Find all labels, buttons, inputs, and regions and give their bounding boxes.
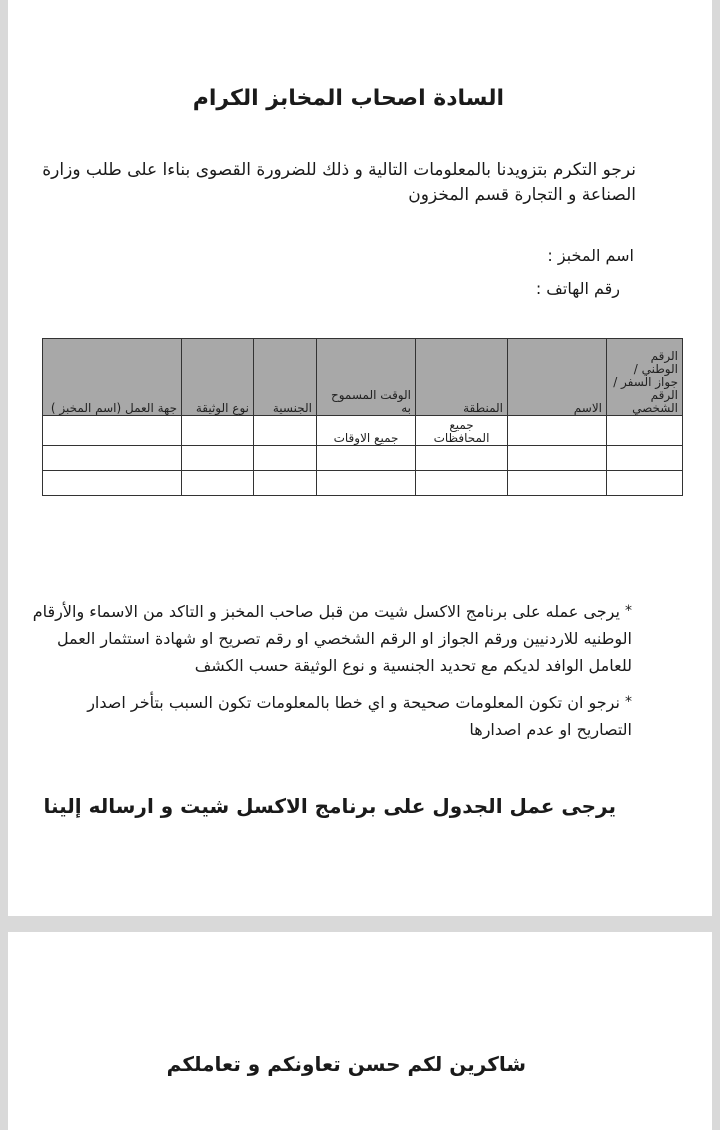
table-cell [607,416,683,446]
bakery-name-label: اسم المخبز : [547,246,634,265]
table-row [43,446,683,471]
table-cell [254,416,317,446]
header-name: الاسم [508,339,607,416]
table-row [43,416,683,446]
note-item [32,598,632,679]
table-cell [182,446,254,471]
table-cell [254,471,317,496]
header-nationality: الجنسية [254,339,317,416]
table-cell [607,446,683,471]
info-table [42,338,683,496]
table-cell: جميع المحافظات [416,416,508,446]
table-cell [416,471,508,496]
thanks-line: شاكرين لكم حسن تعاونكم و تعاملكم [166,1052,526,1076]
note-text: يرجى عمله على برنامج الاكسل شيت من قبل صاحب المخبز و التاكد من الاسماء والأرقام الوطنيه للاردنيين ورقم الجواز او الرقم الشخصي او رقم تصريح او شهادة استثمار العمل للعامل الوافد لديكم مع تحديد الجنسية و نوع الوثيقة حسب الكشف [32,602,632,675]
table-cell [508,416,607,446]
table-cell [508,446,607,471]
table-cell [317,446,416,471]
table-header-row [43,339,683,416]
table-cell [182,416,254,446]
table-cell [254,446,317,471]
table-cell [43,471,182,496]
header-id-number: الرقم الوطني / جواز السفر / الرقم الشخصي [607,339,683,416]
table-cell: جميع الاوقات [317,416,416,446]
header-allowed-time: الوقت المسموح به [317,339,416,416]
letter-title: السادة اصحاب المخابز الكرام [192,86,504,111]
letter-page-2 [8,932,712,1130]
asterisk: * [625,603,632,619]
header-employer: جهة العمل (اسم المخبز ) [43,339,182,416]
letter-page-1 [8,0,712,916]
table-cell [508,471,607,496]
table-cell [317,471,416,496]
asterisk: * [625,694,632,710]
notes-section [32,598,632,753]
table-row [43,471,683,496]
phone-label: رقم الهاتف : [535,279,620,298]
request-line: يرجى عمل الجدول على برنامج الاكسل شيت و ارساله إلينا [43,794,616,818]
note-text: نرجو ان تكون المعلومات صحيحة و اي خطا بالمعلومات تكون السبب بتأخر اصدار التصاريح او عدم اصدارها [87,693,632,739]
table-cell [182,471,254,496]
table-cell [416,446,508,471]
note-item [32,689,632,743]
header-document-type: نوع الوثيقة [182,339,254,416]
intro-paragraph: نرجو التكرم بتزويدنا بالمعلومات التالية و ذلك للضرورة القصوى بناءا على طلب وزارة الصناعة و التجارة قسم المخزون [42,160,636,205]
header-region: المنطقة [416,339,508,416]
table-cell [43,446,182,471]
table-cell [607,471,683,496]
table-cell [43,416,182,446]
